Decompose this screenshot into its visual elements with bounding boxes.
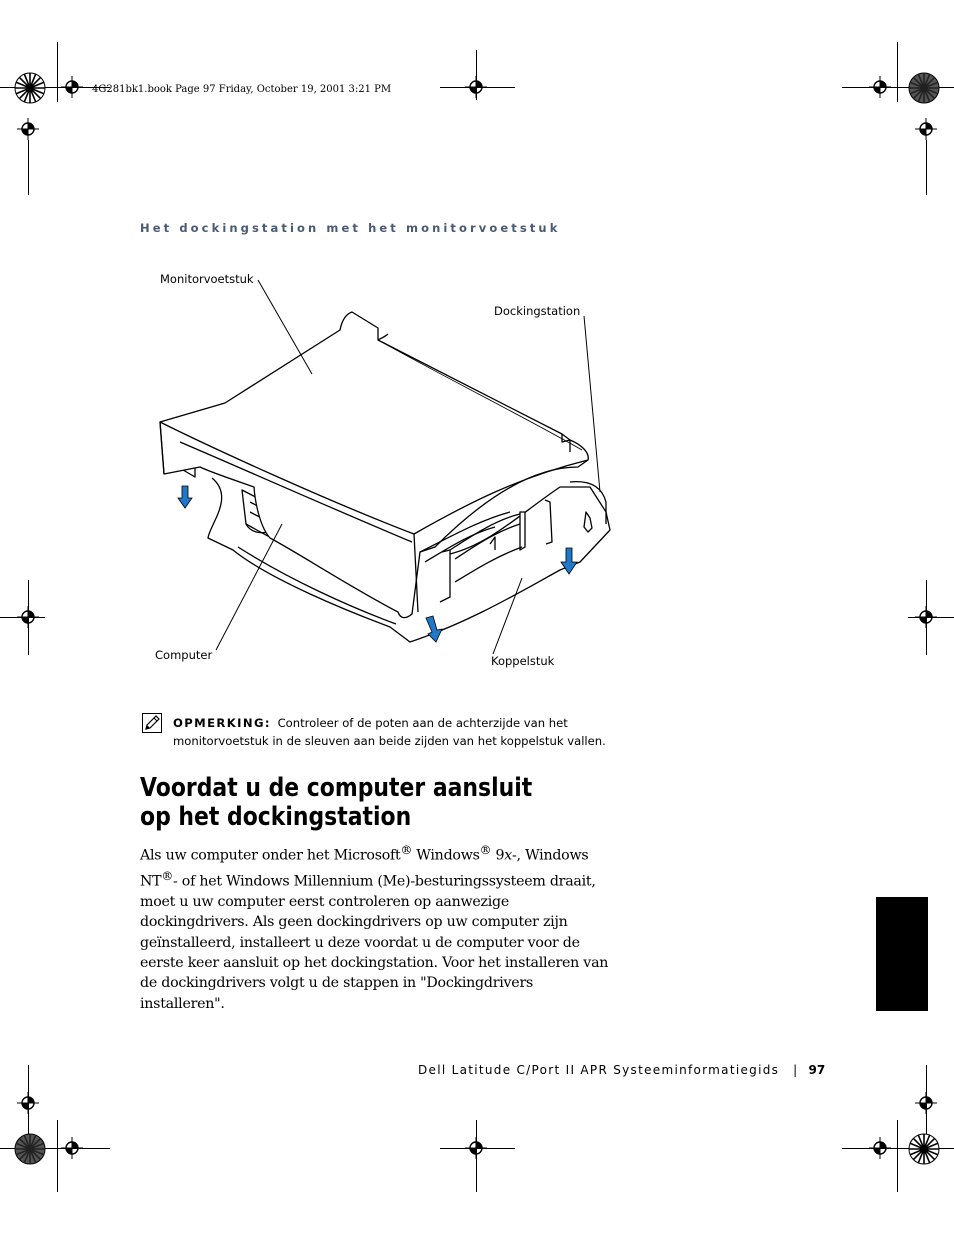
registration-mark-icon (869, 76, 891, 98)
body-text-1: Als uw computer onder het Microsoft (140, 847, 401, 864)
body-text-4: -, Windows NT (140, 847, 589, 890)
body-text-italic: x (504, 847, 513, 864)
section-label: Het dockingstation met het monitorvoetstuk (140, 221, 561, 235)
callout-coupling: Koppelstuk (491, 654, 555, 668)
callout-computer: Computer (155, 648, 213, 662)
body-text-5: - (172, 873, 178, 890)
section-heading (140, 774, 570, 832)
star-target-icon (14, 1133, 46, 1165)
registration-mark-icon (17, 606, 39, 628)
docking-station-illustration (150, 262, 620, 682)
footer-title: Dell Latitude C/Port II APR Systeeminformatiegids (418, 1063, 780, 1077)
heading-line-1: Voordat u de computer aansluit (140, 773, 533, 803)
registration-mark-icon (465, 1137, 487, 1159)
registered-mark: ® (161, 869, 173, 884)
registered-mark: ® (400, 843, 413, 857)
print-slug: 4G281bk1.book Page 97 Friday, October 19, 2001 3:21 PM (92, 84, 392, 95)
registration-mark-icon (61, 1137, 83, 1159)
star-target-icon (908, 72, 940, 104)
note (173, 714, 633, 750)
note-pencil-icon (142, 713, 162, 733)
heading-line-2: op het dockingstation (140, 802, 412, 832)
callout-docking-station: Dockingstation (494, 304, 581, 318)
page-number: 97 (808, 1063, 826, 1077)
footer-separator: | (793, 1063, 799, 1077)
chapter-thumb-tab (876, 897, 928, 1011)
body-text-2: Windows (412, 847, 480, 864)
body-text-6: of het Windows Millennium (Me)-besturingssysteem draait, moet u uw computer eerst controleren op aanwezige dockingdrivers. Als geen dockingdrivers op uw computer zijn geïnstalleerd, installeert u deze voordat u de computer voor de eerste keer aansluit op het dockingstation. Voor het installeren van de dockingdrivers volgt u de stappen in "Dockingdrivers installeren". (140, 873, 609, 1012)
registration-mark-icon (915, 1092, 937, 1114)
body-text-3: 9 (491, 847, 505, 864)
registration-mark-icon (869, 1137, 891, 1159)
body-paragraph (140, 840, 610, 1014)
star-target-icon (908, 1133, 940, 1165)
registration-mark-icon (17, 1092, 39, 1114)
registration-mark-icon (61, 76, 83, 98)
note-label: OPMERKING: (173, 716, 271, 730)
registration-mark-icon (915, 118, 937, 140)
registration-mark-icon (465, 76, 487, 98)
page-footer (418, 1063, 825, 1077)
star-target-icon (14, 72, 46, 104)
registration-mark-icon (915, 606, 937, 628)
registration-mark-icon (17, 118, 39, 140)
note-text: Controleer of de poten aan de achterzijde van het monitorvoetstuk in de sleuven aan beide zijden van het koppelstuk vallen. (173, 716, 606, 748)
callout-monitor-stand: Monitorvoetstuk (160, 272, 254, 286)
registered-mark: ® (479, 843, 492, 857)
